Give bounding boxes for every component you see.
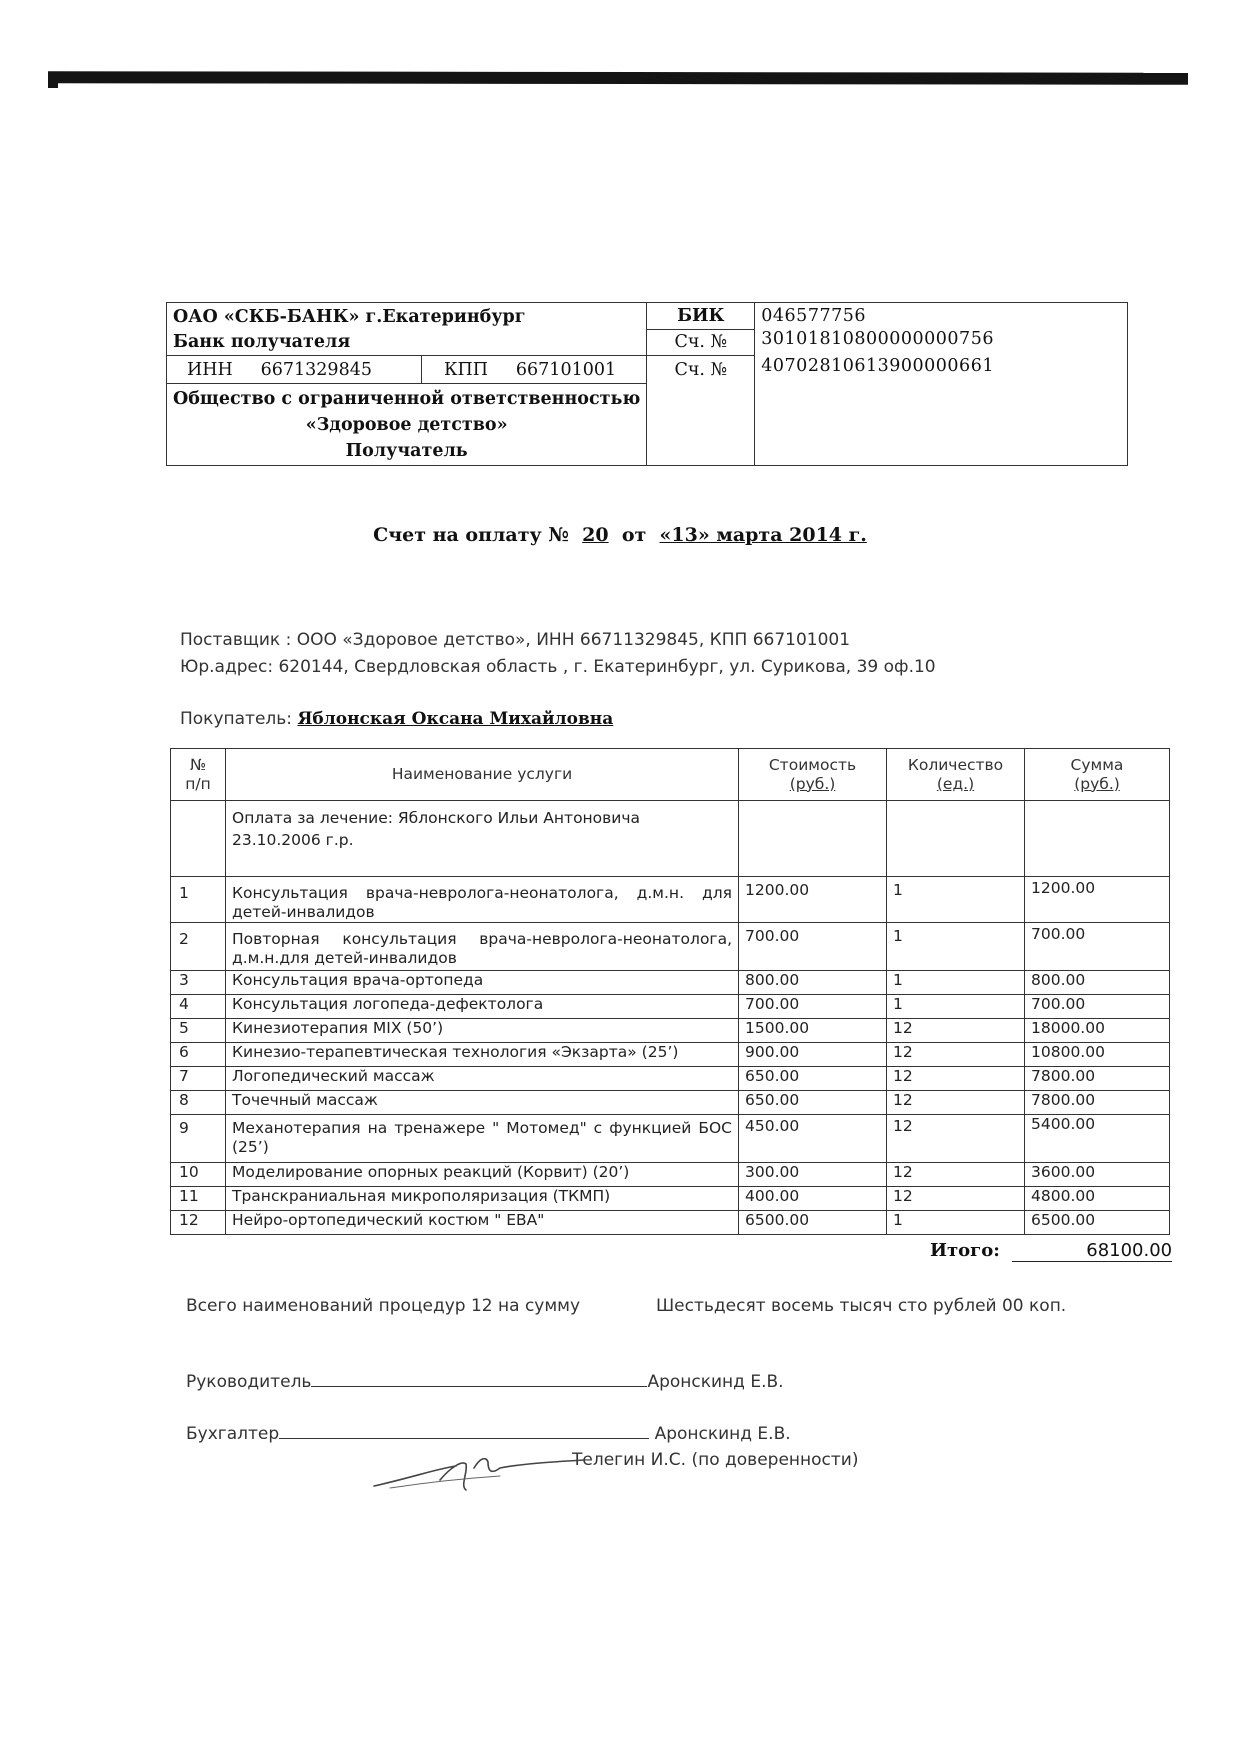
header-sum-line1: Сумма bbox=[1070, 755, 1124, 774]
row-name: Моделирование опорных реакций (Корвит) (20’) bbox=[226, 1163, 739, 1187]
invoice-date: «13» марта 2014 г. bbox=[659, 524, 867, 546]
invoice-title bbox=[0, 524, 1240, 546]
row-sum: 700.00 bbox=[1025, 995, 1170, 1019]
intro-num-cell bbox=[171, 801, 226, 877]
table-row bbox=[171, 1115, 1170, 1163]
bik-account-cell bbox=[755, 303, 1128, 356]
row-qty: 1 bbox=[887, 995, 1025, 1019]
row-sum: 800.00 bbox=[1025, 971, 1170, 995]
account-value: 40702810613900000661 bbox=[755, 356, 1128, 466]
table-row bbox=[171, 877, 1170, 923]
kpp-label: КПП bbox=[444, 359, 489, 380]
intro-cell bbox=[226, 801, 739, 877]
row-name: Транскраниальная микрополяризация (ТКМП) bbox=[226, 1187, 739, 1211]
summary-words: Шестьдесят восемь тысяч сто рублей 00 коп. bbox=[656, 1296, 1067, 1316]
recipient-line2: «Здоровое детство» bbox=[305, 414, 508, 435]
row-num: 11 bbox=[171, 1187, 226, 1211]
row-name: Нейро-ортопедический костюм " ЕВА" bbox=[226, 1211, 739, 1235]
header-cost bbox=[739, 749, 887, 801]
invoice-from: от bbox=[621, 524, 647, 546]
row-cost: 650.00 bbox=[739, 1067, 887, 1091]
summary-text: Всего наименований процедур 12 на сумму bbox=[186, 1296, 581, 1316]
row-cost: 650.00 bbox=[739, 1091, 887, 1115]
accountant-label: Бухгалтер bbox=[186, 1424, 280, 1444]
table-row bbox=[171, 1043, 1170, 1067]
summary-line bbox=[186, 1296, 1067, 1316]
row-num: 4 bbox=[171, 995, 226, 1019]
row-qty: 12 bbox=[887, 1043, 1025, 1067]
account-label: Сч. № bbox=[647, 356, 755, 466]
intro-line2: 23.10.2006 г.р. bbox=[232, 831, 354, 849]
row-cost: 800.00 bbox=[739, 971, 887, 995]
row-qty: 12 bbox=[887, 1163, 1025, 1187]
row-num: 6 bbox=[171, 1043, 226, 1067]
row-num: 2 bbox=[171, 923, 226, 971]
table-row bbox=[171, 995, 1170, 1019]
row-cost: 1500.00 bbox=[739, 1019, 887, 1043]
row-qty: 12 bbox=[887, 1019, 1025, 1043]
row-sum: 3600.00 bbox=[1025, 1163, 1170, 1187]
row-sum: 10800.00 bbox=[1025, 1043, 1170, 1067]
bik-value: 046577756 bbox=[761, 306, 866, 326]
row-name: Кинезиотерапия MIX (50’) bbox=[226, 1019, 739, 1043]
row-sum: 700.00 bbox=[1025, 923, 1170, 971]
services-table bbox=[170, 748, 1170, 1235]
bank-details-table bbox=[166, 302, 1128, 466]
buyer-name: Яблонская Оксана Михайловна bbox=[297, 709, 614, 729]
row-qty: 12 bbox=[887, 1067, 1025, 1091]
bik-label: БИК bbox=[647, 303, 755, 330]
handwritten-signature bbox=[370, 1438, 590, 1498]
invoice-number: 20 bbox=[582, 524, 609, 546]
row-qty: 12 bbox=[887, 1091, 1025, 1115]
top-scan-bar bbox=[48, 71, 1188, 85]
table-intro-row bbox=[171, 801, 1170, 877]
header-num-line2: п/п bbox=[185, 774, 211, 793]
director-name: Аронскинд Е.В. bbox=[647, 1372, 784, 1392]
table-row bbox=[171, 923, 1170, 971]
header-num-line1: № bbox=[189, 755, 207, 774]
row-num: 1 bbox=[171, 877, 226, 923]
table-row bbox=[171, 1163, 1170, 1187]
row-sum: 4800.00 bbox=[1025, 1187, 1170, 1211]
top-scan-bar-tick bbox=[48, 80, 58, 88]
total-value: 68100.00 bbox=[1012, 1240, 1172, 1262]
row-sum: 7800.00 bbox=[1025, 1067, 1170, 1091]
header-sum bbox=[1025, 749, 1170, 801]
kpp-cell bbox=[422, 356, 647, 384]
row-num: 3 bbox=[171, 971, 226, 995]
row-num: 7 bbox=[171, 1067, 226, 1091]
table-row bbox=[171, 1187, 1170, 1211]
row-num: 12 bbox=[171, 1211, 226, 1235]
row-qty: 12 bbox=[887, 1115, 1025, 1163]
header-name: Наименование услуги bbox=[226, 749, 739, 801]
table-row bbox=[171, 971, 1170, 995]
row-num: 5 bbox=[171, 1019, 226, 1043]
row-cost: 700.00 bbox=[739, 995, 887, 1019]
accountant-signature-underline bbox=[279, 1424, 649, 1439]
row-num: 8 bbox=[171, 1091, 226, 1115]
header-num bbox=[171, 749, 226, 801]
intro-qty-cell bbox=[887, 801, 1025, 877]
invoice-title-prefix: Счет на оплату № bbox=[373, 524, 569, 546]
row-num: 10 bbox=[171, 1163, 226, 1187]
header-qty-line2: (ед.) bbox=[936, 774, 975, 793]
row-sum: 7800.00 bbox=[1025, 1091, 1170, 1115]
intro-line1: Оплата за лечение: Яблонского Ильи Антоновича bbox=[232, 809, 641, 827]
row-qty: 1 bbox=[887, 1211, 1025, 1235]
row-cost: 1200.00 bbox=[739, 877, 887, 923]
row-name: Консультация врача-невролога-неонатолога, д.м.н. для детей-инвалидов bbox=[226, 877, 739, 923]
total-label: Итого: bbox=[930, 1240, 1000, 1261]
row-cost: 900.00 bbox=[739, 1043, 887, 1067]
intro-sum-cell bbox=[1025, 801, 1170, 877]
row-num: 9 bbox=[171, 1115, 226, 1163]
kpp-value: 667101001 bbox=[515, 359, 617, 380]
intro-cost-cell bbox=[739, 801, 887, 877]
bank-label: Банк получателя bbox=[173, 332, 351, 352]
row-sum: 18000.00 bbox=[1025, 1019, 1170, 1043]
corr-account-value: 30101810800000000756 bbox=[761, 329, 994, 349]
header-cost-line1: Стоимость bbox=[768, 755, 857, 774]
header-qty bbox=[887, 749, 1025, 801]
row-sum: 5400.00 bbox=[1025, 1115, 1170, 1163]
director-signature-underline bbox=[311, 1372, 647, 1387]
corr-account-label: Сч. № bbox=[647, 329, 755, 356]
supplier-line1: Поставщик : ООО «Здоровое детство», ИНН 66711329845, КПП 667101001 bbox=[180, 630, 851, 650]
row-name: Точечный массаж bbox=[226, 1091, 739, 1115]
director-label: Руководитель bbox=[186, 1372, 312, 1392]
row-qty: 1 bbox=[887, 971, 1025, 995]
row-qty: 12 bbox=[887, 1187, 1025, 1211]
table-row bbox=[171, 1067, 1170, 1091]
row-cost: 300.00 bbox=[739, 1163, 887, 1187]
buyer-line bbox=[180, 709, 613, 729]
table-row bbox=[171, 1019, 1170, 1043]
row-name: Консультация врача-ортопеда bbox=[226, 971, 739, 995]
row-cost: 450.00 bbox=[739, 1115, 887, 1163]
bank-name: ОАО «СКБ-БАНК» г.Екатеринбург bbox=[173, 307, 526, 327]
row-name: Механотерапия на тренажере " Мотомед" с функцией БОС (25’) bbox=[226, 1115, 739, 1163]
row-name: Логопедический массаж bbox=[226, 1067, 739, 1091]
director-signature-line bbox=[186, 1372, 784, 1392]
table-row bbox=[171, 1091, 1170, 1115]
recipient-line1: Общество с ограниченной ответственностью bbox=[173, 388, 641, 409]
inn-label: ИНН bbox=[187, 359, 233, 380]
row-sum: 6500.00 bbox=[1025, 1211, 1170, 1235]
row-name: Консультация логопеда-дефектолога bbox=[226, 995, 739, 1019]
row-name: Повторная консультация врача-невролога-неонатолога, д.м.н.для детей-инвалидов bbox=[226, 923, 739, 971]
accountant-name: Аронскинд Е.В. bbox=[654, 1424, 791, 1444]
proxy-line: Телегин И.С. (по доверенности) bbox=[572, 1450, 859, 1470]
recipient-label: Получатель bbox=[345, 440, 468, 461]
table-row bbox=[171, 1211, 1170, 1235]
bank-name-cell bbox=[167, 303, 647, 356]
row-sum: 1200.00 bbox=[1025, 877, 1170, 923]
recipient-cell bbox=[167, 384, 647, 466]
total-line bbox=[930, 1240, 1172, 1262]
header-sum-line2: (руб.) bbox=[1074, 774, 1120, 793]
row-qty: 1 bbox=[887, 923, 1025, 971]
row-cost: 400.00 bbox=[739, 1187, 887, 1211]
row-name: Кинезио-терапевтическая технология «Экзарта» (25’) bbox=[226, 1043, 739, 1067]
inn-cell bbox=[167, 356, 422, 384]
header-cost-line2: (руб.) bbox=[789, 774, 836, 793]
header-qty-line1: Количество bbox=[907, 755, 1004, 774]
row-qty: 1 bbox=[887, 877, 1025, 923]
row-cost: 6500.00 bbox=[739, 1211, 887, 1235]
table-header-row bbox=[171, 749, 1170, 801]
supplier-line2: Юр.адрес: 620144, Свердловская область , г. Екатеринбург, ул. Сурикова, 39 оф.10 bbox=[180, 657, 936, 677]
inn-value: 6671329845 bbox=[260, 359, 372, 380]
buyer-label: Покупатель: bbox=[180, 709, 293, 729]
row-cost: 700.00 bbox=[739, 923, 887, 971]
